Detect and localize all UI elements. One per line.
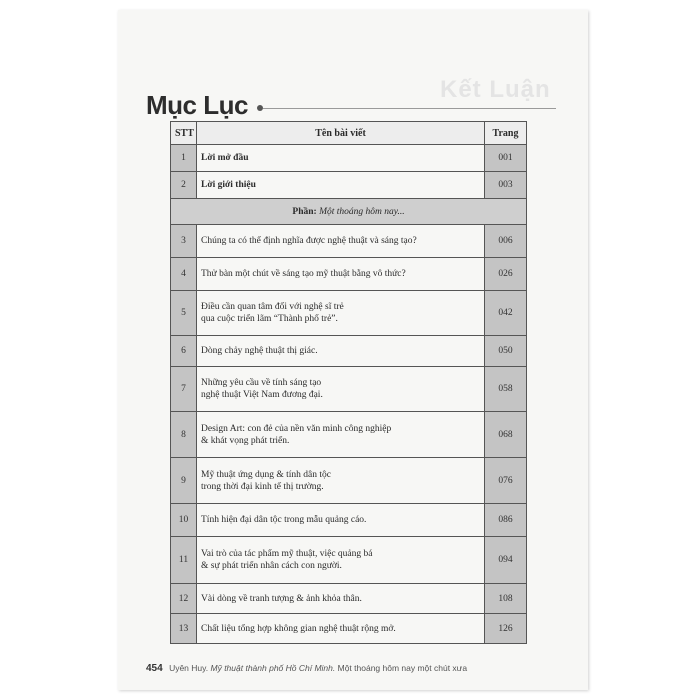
row-page: 003	[485, 172, 527, 199]
title-rule	[263, 108, 556, 109]
row-title	[197, 367, 485, 412]
row-page: 086	[485, 504, 527, 537]
table-row	[171, 172, 527, 199]
header-row	[171, 122, 527, 145]
row-title	[197, 258, 485, 291]
row-title	[197, 584, 485, 614]
table-of-contents	[170, 121, 527, 644]
row-title-line: Design Art: con đẻ của nền văn minh công nghiệp	[201, 423, 392, 434]
row-number: 13	[171, 614, 197, 644]
row-title	[197, 458, 485, 504]
table-row	[171, 412, 527, 458]
row-page: 026	[485, 258, 527, 291]
row-title-line: Dòng chảy nghệ thuật thị giác.	[201, 346, 318, 356]
row-page: 058	[485, 367, 527, 412]
row-number: 2	[171, 172, 197, 199]
row-title-line: Vài dòng về tranh tượng & ảnh khỏa thân.	[201, 593, 362, 604]
row-title-line: & sự phát triển nhân cách con người.	[201, 561, 342, 571]
row-title-line: Mỹ thuật ứng dụng & tính dân tộc	[201, 469, 331, 480]
row-title	[197, 537, 485, 584]
row-number: 7	[171, 367, 197, 412]
row-title-line: & khát vọng phát triển.	[201, 435, 290, 446]
row-number: 8	[171, 412, 197, 458]
footer-author: Uyên Huy.	[169, 663, 209, 673]
row-number: 11	[171, 537, 197, 584]
row-title	[197, 291, 485, 336]
row-number: 1	[171, 145, 197, 172]
ghost-heading: Kết Luận	[440, 76, 551, 103]
row-title-line: Chất liệu tổng hợp không gian nghệ thuật rộng mở.	[201, 623, 396, 634]
header-stt: STT	[171, 122, 197, 145]
table-row	[171, 458, 527, 504]
row-page: 006	[485, 225, 527, 258]
row-title-line: qua cuộc triển lãm “Thành phố trẻ”.	[201, 314, 338, 324]
header-page: Trang	[485, 122, 527, 145]
row-title	[197, 504, 485, 537]
page-footer	[146, 663, 467, 674]
row-number: 9	[171, 458, 197, 504]
row-title	[197, 336, 485, 367]
row-page: 050	[485, 336, 527, 367]
row-title	[197, 614, 485, 644]
row-page: 094	[485, 537, 527, 584]
row-page: 042	[485, 291, 527, 336]
row-title: Lời giới thiệu	[197, 172, 485, 199]
footer-book-title: Mỹ thuật thành phố Hồ Chí Minh.	[210, 663, 336, 673]
row-page: 001	[485, 145, 527, 172]
table-row	[171, 291, 527, 336]
table-row	[171, 145, 527, 172]
row-number: 4	[171, 258, 197, 291]
row-title	[197, 412, 485, 458]
row-number: 10	[171, 504, 197, 537]
table-row	[171, 504, 527, 537]
row-title-line: Điều cần quan tâm đối với nghệ sĩ trẻ	[201, 302, 344, 312]
row-page: 108	[485, 584, 527, 614]
page-title: Mục Lục	[146, 90, 248, 120]
section-name: Một thoáng hôm nay...	[319, 206, 405, 217]
row-title	[197, 225, 485, 258]
footer-subtitle: Một thoáng hôm nay một chút xưa	[337, 663, 468, 673]
page-number: 454	[146, 663, 163, 674]
row-number: 3	[171, 225, 197, 258]
table-row	[171, 537, 527, 584]
row-number: 5	[171, 291, 197, 336]
table-row	[171, 584, 527, 614]
table-row	[171, 225, 527, 258]
row-number: 6	[171, 336, 197, 367]
row-title: Lời mở đầu	[197, 145, 485, 172]
table-row	[171, 258, 527, 291]
header-title: Tên bài viết	[197, 122, 485, 145]
row-page: 126	[485, 614, 527, 644]
row-page: 076	[485, 458, 527, 504]
row-title-line: nghệ thuật Việt Nam đương đại.	[201, 390, 323, 400]
row-title-line: Chúng ta có thể định nghĩa được nghệ thuật và sáng tạo?	[201, 236, 417, 246]
section-cell	[171, 199, 527, 225]
table-row	[171, 336, 527, 367]
row-number: 12	[171, 584, 197, 614]
table-row	[171, 614, 527, 644]
section-label: Phần:	[292, 206, 317, 217]
row-title-line: Những yêu cầu về tính sáng tạo	[201, 378, 322, 388]
section-row	[171, 199, 527, 225]
row-title-line: Vai trò của tác phẩm mỹ thuật, việc quảng bá	[201, 549, 373, 559]
row-title-line: Tính hiện đại dân tộc trong mẫu quảng cáo.	[201, 515, 367, 525]
row-page: 068	[485, 412, 527, 458]
row-title-line: Thử bàn một chút về sáng tạo mỹ thuật bằng vô thức?	[201, 269, 406, 279]
table-row	[171, 367, 527, 412]
row-title-line: trong thời đại kinh tế thị trường.	[201, 481, 324, 492]
